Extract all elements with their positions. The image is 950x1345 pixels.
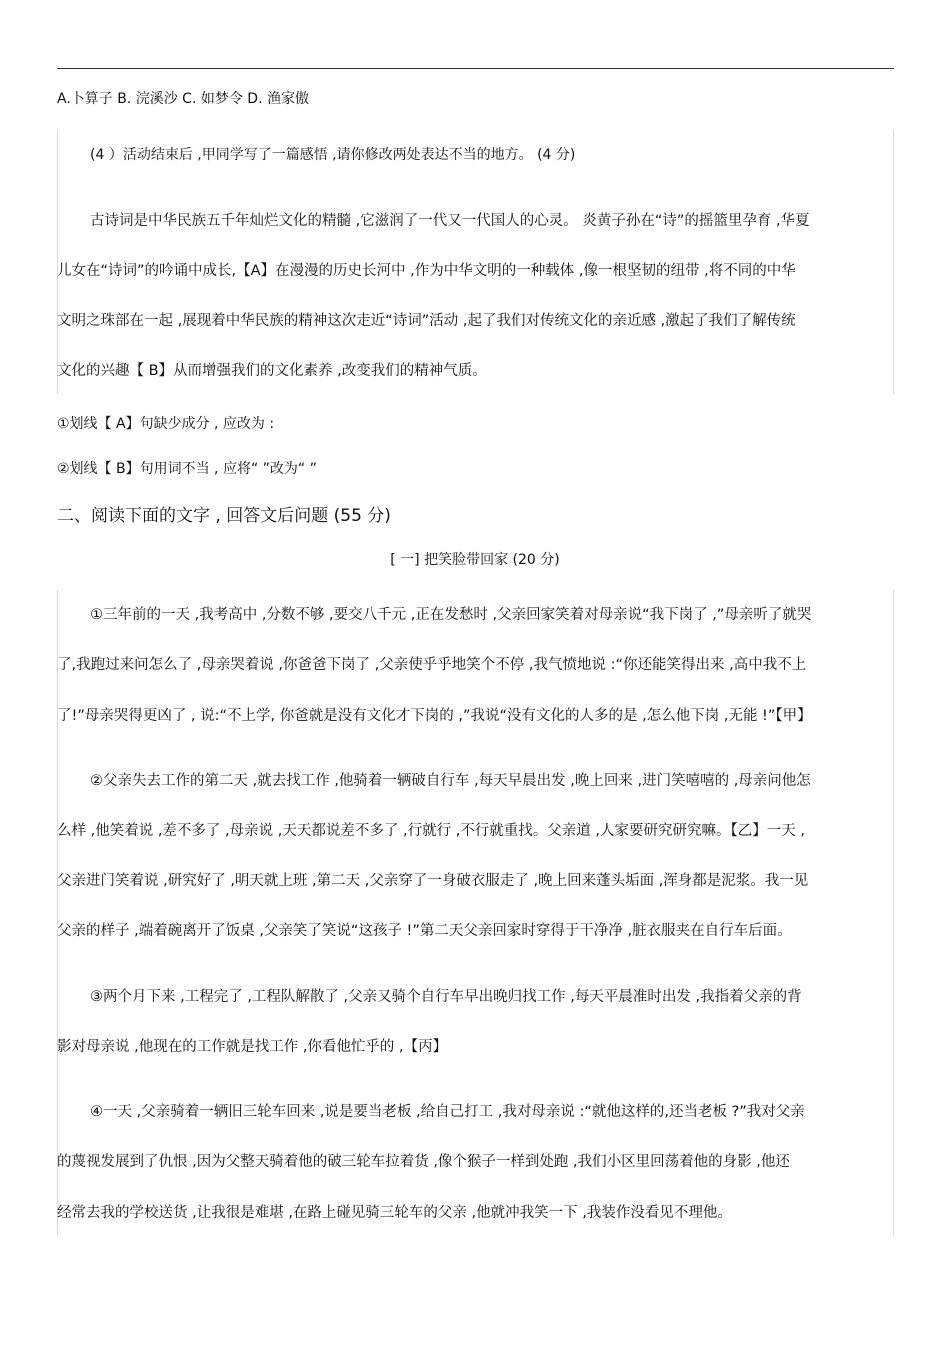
passage-line: 父亲进门笑着说 ,研究好了 ,明天就上班 ,第二天 ,父亲穿了一身破衣服走了 ,晚上回来蓬头垢面 ,浑身都是泥浆。我一见 — [57, 873, 809, 889]
passage-line: 经常去我的学校送货 ,让我很是难堪 ,在路上碰见骑三轮车的父亲 ,他就冲我笑一下 ,我装作没看见不理他。 — [57, 1205, 732, 1221]
passage-line: ①三年前的一天 ,我考高中 ,分数不够 ,要交八千元 ,正在发愁时 ,父亲回家笑着对母亲说“我下岗了 ,”母亲听了就哭 — [90, 607, 812, 623]
passage-line: 父亲的样子 ,端着碗离开了饭桌 ,父亲笑了笑说“这孩子 !”第二天父亲回家时穿得于干净净 ,脏衣服夹在自行车后面。 — [57, 923, 792, 939]
q4-essay-line: 文化的兴趣【 B】从而增强我们的文化素养 ,改变我们的精神气质。 — [57, 363, 487, 379]
q4-essay-line: 文明之珠部在一起 ,展现着中华民族的精神这次走近“诗词”活动 ,起了我们对传统文化的亲近感 ,激起了我们了解传统 — [57, 313, 796, 329]
passage-box-left-border — [57, 590, 58, 1235]
q4-answer-a: ①划线【 A】句缺少成分 , 应改为 : — [57, 416, 275, 432]
passage-line: 影对母亲说 ,他现在的工作就是找工作 ,你看他忙乎的 ,【丙】 — [57, 1039, 448, 1055]
passage-line: ②父亲失去工作的第二天 ,就去找工作 ,他骑着一辆破自行车 ,每天早晨出发 ,晚上回来 ,进门笑嘻嘻的 ,母亲问他怎 — [90, 773, 811, 789]
passage-line: 么样 ,他笑着说 ,差不多了 ,母亲说 ,天天都说差不多了 ,行就行 ,不行就重找。父亲道 ,人家要研究研究嘛。【乙】一天 , — [57, 823, 805, 839]
passage-line: 了,我跑过来问怎么了 ,母亲哭着说 ,你爸爸下岗了 ,父亲使乎乎地笑个不停 ,我气愤地说 :“你还能笑得出来 ,高中我不上 — [57, 657, 807, 673]
answer-options: A.卜算子 B. 浣溪沙 C. 如梦令 D. 渔家傲 — [57, 91, 309, 107]
passage-box-right-border — [893, 590, 894, 1235]
q4-box-right-border — [893, 130, 894, 394]
passage-line: 的蔑视发展到了仇恨 ,因为父整天骑着他的破三轮车拉着货 ,像个猴子一样到处跑 ,我们小区里回荡着他的身影 ,他还 — [57, 1154, 790, 1170]
q4-essay-line: 儿女在“诗词”的吟诵中成长,【A】在漫漫的历史长河中 ,作为中华文明的一种载体 ,像一根坚韧的纽带 ,将不同的中华 — [57, 263, 796, 279]
passage-line: 了!”母亲哭得更凶了 , 说:“不上学, 你爸就是没有文化才下岗的 ,”我说“没有文化的人多的是 ,怎么他下岗 ,无能 !”【甲】 — [57, 708, 812, 724]
section-two-title: 二、阅读下面的文字 , 回答文后问题 (55 分) — [57, 506, 391, 526]
q4-answer-b: ②划线【 B】句用词不当 , 应将“ ”改为“ ” — [57, 461, 317, 477]
passage-line: ④一天 ,父亲骑着一辆旧三轮车回来 ,说是要当老板 ,给自己打工 ,我对母亲说 :“就他这样的,还当老板 ?”我对父亲 — [90, 1104, 805, 1120]
q4-essay-line: 古诗词是中华民族五千年灿烂文化的精髓 ,它滋润了一代又一代国人的心灵。 炎黄子孙在“诗”的摇篮里孕育 ,华夏 — [90, 213, 810, 229]
top-rule — [57, 68, 894, 69]
q4-prompt: (4 ）活动结束后 ,甲同学写了一篇感悟 ,请你修改两处表达不当的地方。 (4 分) — [90, 147, 576, 163]
passage-title: [ 一] 把笑脸带回家 (20 分) — [390, 552, 560, 568]
passage-line: ③两个月下来 ,工程完了 ,工程队解散了 ,父亲又骑个自行车早出晚归找工作 ,每天平晨准时出发 ,我指着父亲的背 — [90, 989, 802, 1005]
